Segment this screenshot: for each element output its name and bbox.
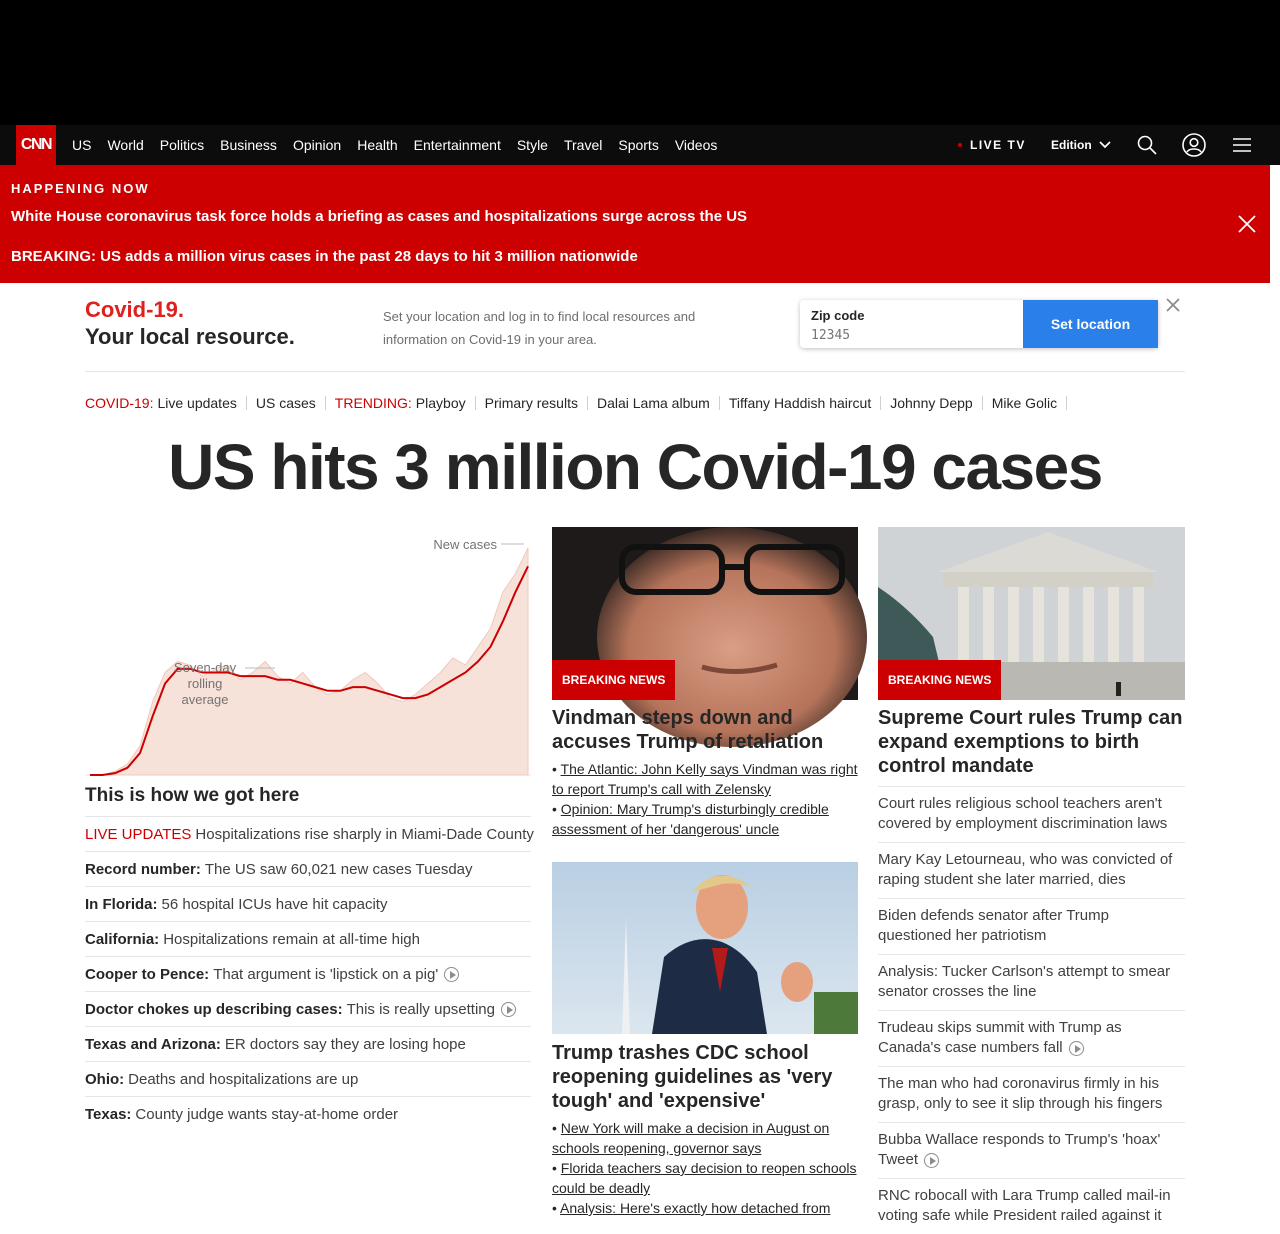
related-item: • The Atlantic: John Kelly says Vindman was right to report Trump's call with Zelensky	[552, 761, 858, 797]
related-link[interactable]: Florida teachers say decision to reopen schools could be deadly	[552, 1160, 857, 1196]
chart-section-title[interactable]: This is how we got here	[85, 785, 300, 806]
headlines-list	[878, 786, 1185, 1234]
live-updates-label: LIVE UPDATES	[85, 825, 192, 843]
headline-text: RNC robocall with Lara Trump called mail-in voting safe while President railed against it	[878, 1187, 1171, 1224]
item-label: Record number:	[85, 860, 201, 878]
headline-item[interactable]	[878, 786, 1185, 842]
nav-link-world[interactable]: World	[107, 137, 144, 153]
nav-link-business[interactable]: Business	[220, 137, 277, 153]
item-label: California:	[85, 930, 160, 948]
video-play-icon	[444, 967, 459, 982]
headline-text: Court rules religious school teachers aren't covered by employment discrimination laws	[878, 795, 1168, 832]
headline-text: Analysis: Tucker Carlson's attempt to smear senator crosses the line	[878, 963, 1171, 1000]
item-text: Hospitalizations rise sharply in Miami-Dade County	[195, 825, 534, 843]
related-item: • Opinion: Mary Trump's disturbingly credible assessment of her 'dangerous' uncle	[552, 801, 829, 837]
nav-link-sports[interactable]: Sports	[618, 137, 659, 153]
trending-link[interactable]: Tiffany Haddish haircut	[728, 395, 872, 411]
separator	[475, 396, 476, 410]
story-related-links	[552, 759, 858, 839]
item-label: Texas:	[85, 1105, 132, 1123]
item-text: County judge wants stay-at-home order	[135, 1105, 399, 1123]
list-item[interactable]	[85, 921, 531, 956]
nav-link-travel[interactable]: Travel	[563, 137, 603, 153]
nav-link-us[interactable]: US	[72, 137, 92, 153]
item-text: 56 hospital ICUs have hit capacity	[161, 895, 388, 913]
item-label: In Florida:	[85, 895, 158, 913]
headline-text: Biden defends senator after Trump questioned her patriotism	[878, 907, 1109, 944]
story-headline[interactable]: Trump trashes CDC school reopening guidelines as 'very tough' and 'expensive'	[552, 1042, 833, 1112]
breaking-news-badge: BREAKING NEWS	[878, 660, 1001, 700]
supreme-court-photo[interactable]	[878, 527, 1185, 700]
related-item: • New York will make a decision in August on schools reopening, governor says	[552, 1120, 830, 1156]
item-text: Deaths and hospitalizations are up	[128, 1070, 359, 1088]
covid-subtitle: Your local resource.	[85, 324, 295, 349]
story-headline[interactable]: Supreme Court rules Trump can expand exemptions to birth control mandate	[878, 707, 1183, 777]
cnn-logo[interactable]: CNN	[16, 125, 56, 165]
banner-headline-link[interactable]: White House coronavirus task force holds a briefing as cases and hospitalizations surge across the US	[11, 208, 748, 225]
trending-link[interactable]: Primary results	[484, 395, 578, 411]
separator	[1066, 396, 1067, 410]
list-item[interactable]	[85, 1026, 531, 1061]
headline-text: Trudeau skips summit with Trump as Canada's case numbers fall	[878, 1019, 1122, 1056]
related-link[interactable]: The Atlantic: John Kelly says Vindman was right to report Trump's call with Zelensky	[552, 761, 858, 797]
list-item[interactable]	[85, 1096, 531, 1131]
nav-link-politics[interactable]: Politics	[159, 137, 205, 153]
item-label: Cooper to Pence:	[85, 965, 210, 983]
account-icon[interactable]	[1182, 133, 1206, 157]
covid-description: Set your location and log in to find local resources and information on Covid-19 in your area.	[383, 309, 696, 347]
close-icon[interactable]	[1165, 297, 1181, 313]
average-annotation: Seven-day	[173, 660, 237, 675]
item-text: That argument is 'lipstick on a pig'	[213, 965, 439, 983]
item-text: ER doctors say they are losing hope	[224, 1035, 466, 1053]
headline-item[interactable]	[878, 954, 1185, 1010]
live-tv-label: LIVE TV	[970, 138, 1026, 152]
video-play-icon	[501, 1002, 516, 1017]
related-link[interactable]: New York will make a decision in August on schools reopening, governor says	[552, 1120, 830, 1156]
list-item[interactable]	[85, 851, 531, 886]
item-text: Hospitalizations remain at all-time high	[163, 930, 420, 948]
nav-link-videos[interactable]: Videos	[674, 137, 718, 153]
set-location-button[interactable]: Set location	[1023, 300, 1158, 348]
list-item[interactable]	[85, 886, 531, 921]
live-tv-link[interactable]	[958, 138, 1026, 152]
headline-item[interactable]	[878, 842, 1185, 898]
average-annotation: average	[181, 692, 229, 707]
trending-label: TRENDING:	[334, 395, 412, 411]
vindman-photo[interactable]	[552, 527, 858, 700]
story-related-links	[552, 1118, 858, 1218]
list-item[interactable]	[85, 816, 534, 851]
item-text: The US saw 60,021 new cases Tuesday	[204, 860, 473, 878]
zip-code-form	[800, 300, 1158, 348]
happening-now-banner	[0, 165, 1270, 283]
covid-cases-chart[interactable]	[85, 527, 531, 777]
item-text: This is really upsetting	[346, 1000, 495, 1018]
related-link[interactable]: Analysis: Here's exactly how detached from	[560, 1200, 831, 1216]
headline-item[interactable]	[878, 1122, 1185, 1178]
menu-icon[interactable]	[1230, 133, 1254, 157]
covid-label: COVID-19:	[85, 395, 154, 411]
zip-code-label: Zip code	[811, 308, 865, 323]
banner-breaking-link[interactable]: BREAKING: US adds a million virus cases in the past 28 days to hit 3 million nationwide	[11, 248, 638, 265]
headline-text: The man who had coronavirus firmly in his grasp, only to see it slip through his fingers	[878, 1075, 1163, 1112]
separator	[325, 396, 326, 410]
top-nav	[0, 125, 1280, 165]
headline-item[interactable]	[878, 898, 1185, 954]
covid-local-resource-bar	[85, 283, 1185, 372]
ad-area	[0, 0, 1280, 125]
close-icon[interactable]	[1236, 213, 1258, 235]
trump-speaking-image	[552, 862, 858, 1034]
search-icon[interactable]	[1135, 133, 1159, 157]
live-dot-icon	[958, 143, 962, 147]
trending-bar	[85, 395, 1076, 411]
trending-link[interactable]: Dalai Lama album	[596, 395, 710, 411]
nav-link-entertainment[interactable]: Entertainment	[413, 137, 501, 153]
list-item[interactable]	[85, 991, 531, 1026]
nav-link-style[interactable]: Style	[516, 137, 548, 153]
trending-link[interactable]: US cases	[255, 395, 316, 411]
headline-text: Mary Kay Letourneau, who was convicted of raping student she later married, dies	[878, 851, 1173, 888]
chevron-down-icon	[1099, 141, 1111, 149]
breaking-news-badge: BREAKING NEWS	[552, 660, 675, 700]
covid-title: Covid-19.	[85, 297, 185, 322]
headline-item[interactable]	[878, 1178, 1185, 1234]
item-label: Doctor chokes up describing cases:	[85, 1000, 343, 1018]
main-headline[interactable]: US hits 3 million Covid-19 cases	[168, 431, 1102, 503]
trending-link[interactable]: Playboy	[415, 395, 466, 411]
video-play-icon	[1069, 1041, 1084, 1056]
list-item[interactable]	[85, 1061, 531, 1096]
trending-link[interactable]: Johnny Depp	[890, 395, 973, 411]
new-cases-annotation: New cases	[433, 537, 497, 552]
item-label: Ohio:	[85, 1070, 125, 1088]
story-headline[interactable]: Vindman steps down and accuses Trump of retaliation	[552, 707, 824, 753]
edition-label: Edition	[1051, 138, 1092, 152]
zip-code-input[interactable]	[811, 326, 1011, 344]
trending-link[interactable]: Mike Golic	[991, 395, 1058, 411]
related-link[interactable]: Opinion: Mary Trump's disturbingly credible assessment of her 'dangerous' uncle	[552, 801, 829, 837]
separator	[587, 396, 588, 410]
trending-link[interactable]: Live updates	[157, 395, 237, 411]
separator	[880, 396, 881, 410]
banner-kicker: HAPPENING NOW	[11, 181, 150, 196]
nav-links	[72, 125, 717, 165]
item-label: Texas and Arizona:	[85, 1035, 221, 1053]
headline-text: Bubba Wallace responds to Trump's 'hoax' Tweet	[878, 1131, 1161, 1168]
separator	[246, 396, 247, 410]
average-annotation: rolling	[187, 676, 223, 691]
headline-item[interactable]	[878, 1066, 1185, 1122]
list-item[interactable]	[85, 956, 531, 991]
chart-svg	[85, 527, 531, 777]
separator	[719, 396, 720, 410]
new-cases-area	[90, 548, 528, 775]
related-item: • Florida teachers say decision to reopen schools could be deadly	[552, 1160, 857, 1196]
nav-link-health[interactable]: Health	[357, 137, 398, 153]
related-item: • Analysis: Here's exactly how detached from	[552, 1200, 831, 1216]
separator	[982, 396, 983, 410]
video-play-icon	[924, 1153, 939, 1168]
headline-item[interactable]	[878, 1010, 1185, 1066]
nav-link-opinion[interactable]: Opinion	[292, 137, 342, 153]
trump-photo[interactable]	[552, 862, 858, 1034]
covid-updates-list	[85, 816, 534, 1131]
edition-dropdown[interactable]	[1051, 138, 1111, 152]
